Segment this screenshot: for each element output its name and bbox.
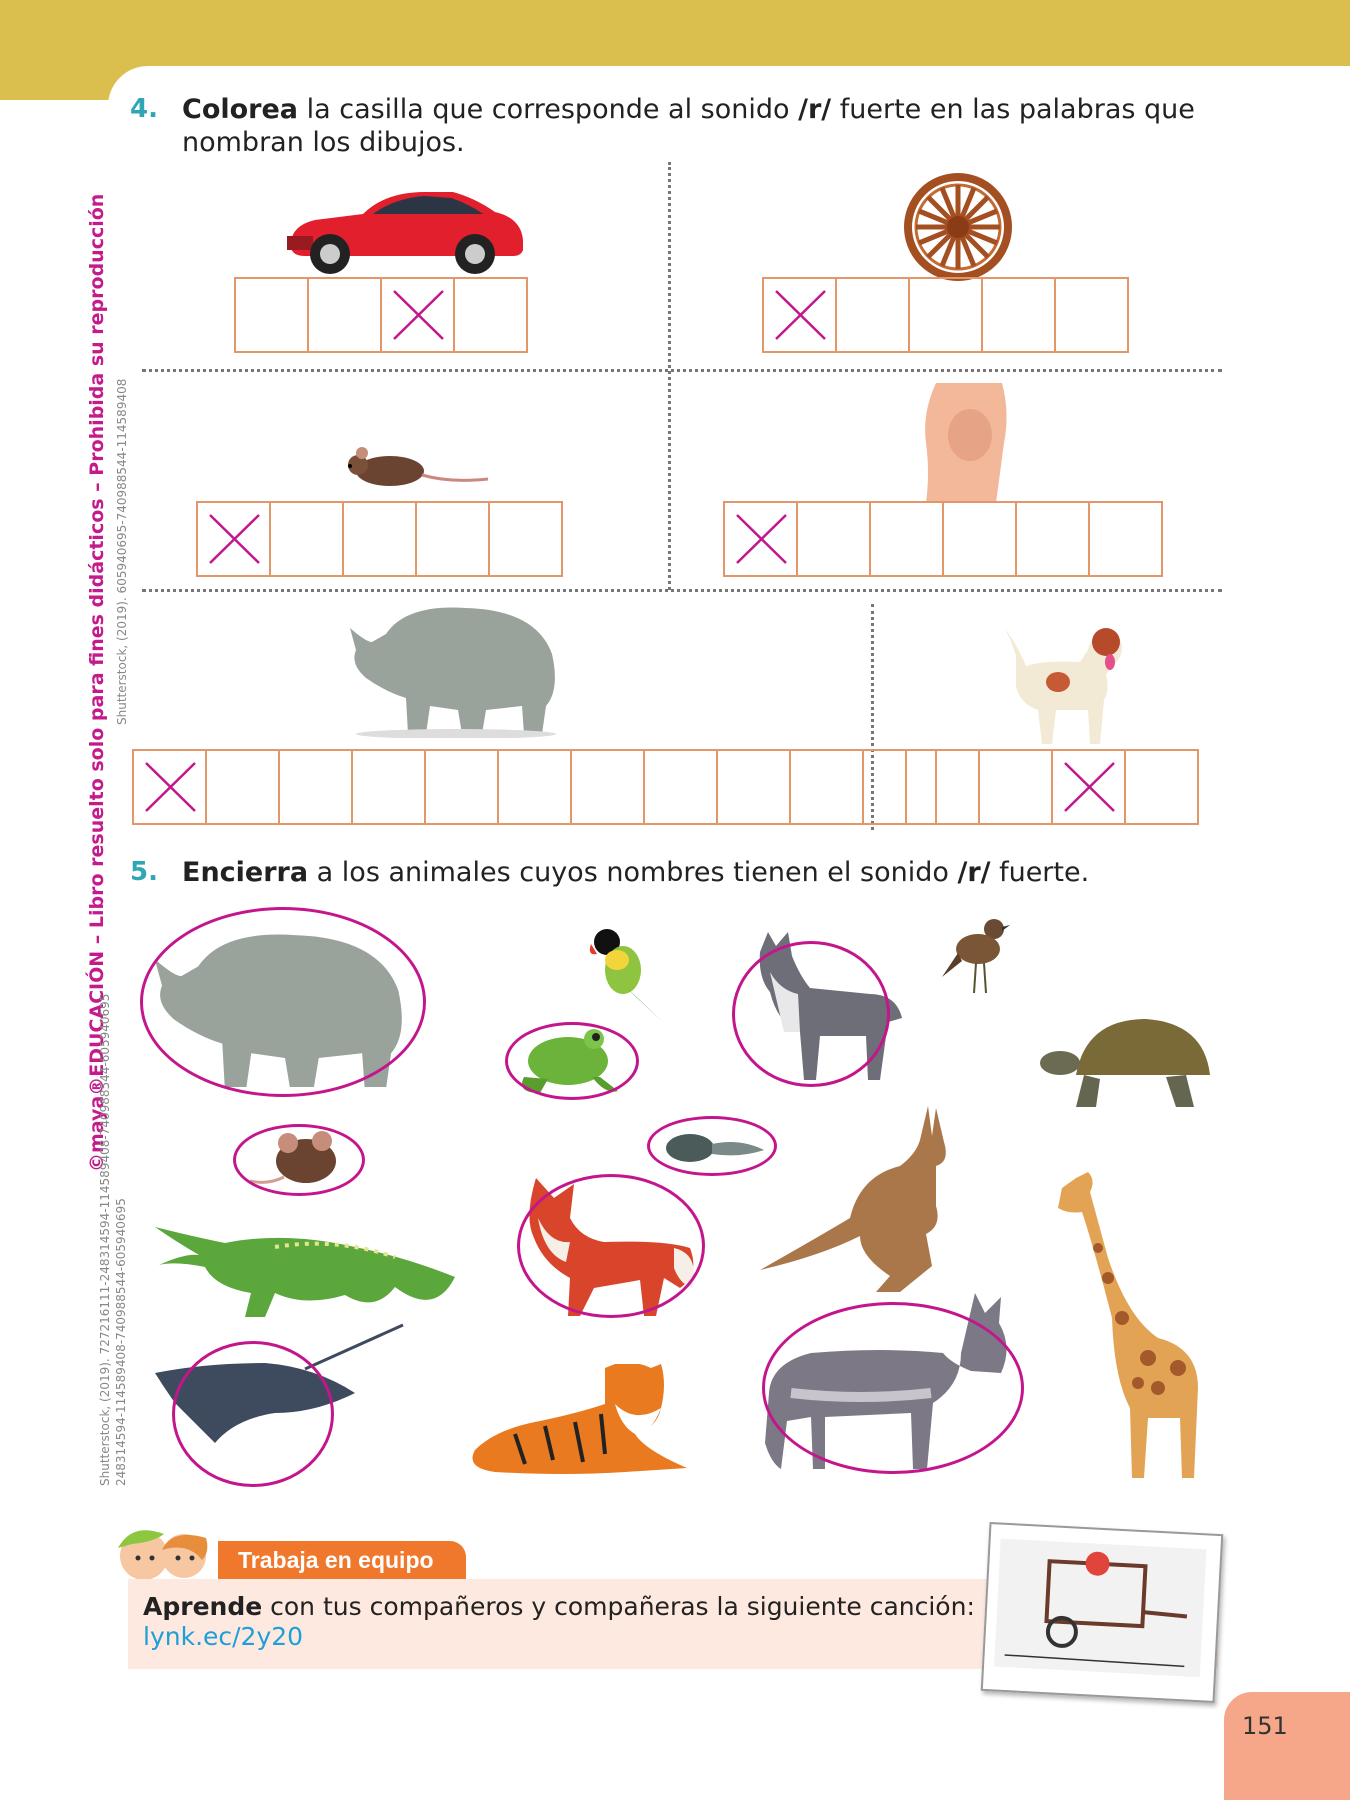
exercise-4-number: 4. xyxy=(130,94,158,124)
letter-box[interactable] xyxy=(205,749,280,825)
stock-credit-lower-2: 248314594-114589408-740988544-605940695 xyxy=(114,1198,128,1486)
rhino-image xyxy=(346,594,570,738)
letter-box[interactable] xyxy=(716,749,791,825)
circle-mark-mouse xyxy=(233,1124,365,1196)
stock-credit-lower: Shutterstock, (2019). 727216111-248314594-114589408-740988544-605940695 xyxy=(98,993,112,1486)
dog-image xyxy=(996,620,1130,746)
letter-boxes-rodilla xyxy=(723,501,1163,577)
mouse-image xyxy=(340,447,490,491)
letter-box[interactable] xyxy=(1054,277,1129,353)
divider-horizontal xyxy=(142,589,1222,592)
circle-mark-fox xyxy=(517,1174,705,1318)
instruction-text: a los animales cuyos nombres tienen el sonido xyxy=(308,857,958,888)
letter-box[interactable] xyxy=(570,749,645,825)
letter-box[interactable] xyxy=(497,749,572,825)
letter-box-marked[interactable] xyxy=(723,501,798,577)
circle-mark-husky xyxy=(732,941,890,1087)
letter-box[interactable] xyxy=(342,501,417,577)
letter-box-marked[interactable] xyxy=(196,501,271,577)
animal-crocodile xyxy=(155,1217,461,1325)
letter-box-marked[interactable] xyxy=(1051,749,1126,825)
letter-box[interactable] xyxy=(1124,749,1199,825)
phoneme: /r/ xyxy=(957,857,991,888)
x-mark-icon xyxy=(134,751,207,823)
letter-box[interactable] xyxy=(869,501,944,577)
animal-parrot xyxy=(585,926,667,1026)
letter-box[interactable] xyxy=(796,501,871,577)
letter-boxes-raton xyxy=(196,501,563,577)
instruction-verb: Encierra xyxy=(182,857,309,888)
exercise-4-instruction xyxy=(182,93,1232,159)
page-number-tab xyxy=(1224,1692,1350,1800)
video-thumbnail[interactable] xyxy=(981,1522,1224,1703)
letter-box[interactable] xyxy=(488,501,563,577)
animal-sparrow xyxy=(942,913,1010,995)
letter-box[interactable] xyxy=(269,501,344,577)
letter-box[interactable] xyxy=(234,277,309,353)
circle-mark-donkey xyxy=(762,1302,1024,1474)
car-image xyxy=(285,186,527,278)
letter-box[interactable] xyxy=(424,749,499,825)
letter-box[interactable] xyxy=(978,749,1053,825)
instruction-verb: Colorea xyxy=(182,94,299,125)
instruction-text: la casilla que corresponde al sonido xyxy=(298,94,799,125)
x-mark-icon xyxy=(382,279,455,351)
x-mark-icon xyxy=(764,279,837,351)
team-work-label: Trabaja en equipo xyxy=(218,1541,466,1579)
instruction-text-end: fuerte en las palabras que xyxy=(831,94,1195,125)
letter-box[interactable] xyxy=(278,749,353,825)
letter-box[interactable] xyxy=(981,277,1056,353)
phoneme: /r/ xyxy=(798,94,832,125)
letter-box[interactable] xyxy=(1015,501,1090,577)
letter-box-marked[interactable] xyxy=(762,277,837,353)
letter-box[interactable] xyxy=(835,277,910,353)
animal-tortoise xyxy=(1036,1015,1216,1111)
animal-tiger xyxy=(465,1364,689,1476)
exercise-5-instruction xyxy=(182,856,1232,889)
letter-boxes-perro xyxy=(905,749,1199,825)
children-icon xyxy=(112,1520,218,1582)
animal-kangaroo xyxy=(760,1106,960,1292)
letter-box[interactable] xyxy=(415,501,490,577)
instruction-line-2: nombran los dibujos. xyxy=(182,127,465,158)
letter-boxes-rinoceronte xyxy=(132,749,937,825)
letter-box[interactable] xyxy=(789,749,864,825)
letter-box[interactable] xyxy=(453,277,528,353)
knee-image xyxy=(922,383,1010,503)
wheel-image xyxy=(903,172,1013,282)
letter-box[interactable] xyxy=(643,749,718,825)
letter-box[interactable] xyxy=(351,749,426,825)
divider-vertical xyxy=(668,162,671,590)
circle-mark-rhino xyxy=(140,907,426,1097)
team-text: con tus compañeros y compañeras la siguiente canción: xyxy=(262,1592,975,1621)
circle-mark-frog xyxy=(505,1022,639,1100)
letter-box[interactable] xyxy=(942,501,1017,577)
letter-box-marked[interactable] xyxy=(132,749,207,825)
x-mark-icon xyxy=(1053,751,1126,823)
copyright-vertical: ©maya®EDUCACIÓN – Libro resuelto solo para fines didácticos – Prohibida su reproducción xyxy=(86,193,108,1172)
circle-mark-tadpole xyxy=(647,1116,777,1176)
divider-horizontal xyxy=(142,369,1222,372)
team-verb: Aprende xyxy=(143,1592,263,1621)
exercise-5-number: 5. xyxy=(130,857,158,887)
circle-mark-stingray xyxy=(172,1341,334,1487)
letter-box-marked[interactable] xyxy=(380,277,455,353)
letter-boxes-carro xyxy=(234,277,528,353)
stock-credit-upper: Shutterstock, (2019). 605940695-740988544-114589408 xyxy=(115,378,129,725)
letter-box[interactable] xyxy=(908,277,983,353)
team-work-instruction xyxy=(143,1591,975,1622)
letter-boxes-rueda xyxy=(762,277,1129,353)
letter-box[interactable] xyxy=(1088,501,1163,577)
animal-giraffe xyxy=(1038,1168,1218,1478)
page-number: 151 xyxy=(1242,1712,1288,1740)
x-mark-icon xyxy=(725,503,798,575)
instruction-text-end: fuerte. xyxy=(990,857,1090,888)
x-mark-icon xyxy=(198,503,271,575)
letter-box[interactable] xyxy=(307,277,382,353)
song-link[interactable]: lynk.ec/2y20 xyxy=(143,1622,304,1651)
letter-box[interactable] xyxy=(905,749,980,825)
